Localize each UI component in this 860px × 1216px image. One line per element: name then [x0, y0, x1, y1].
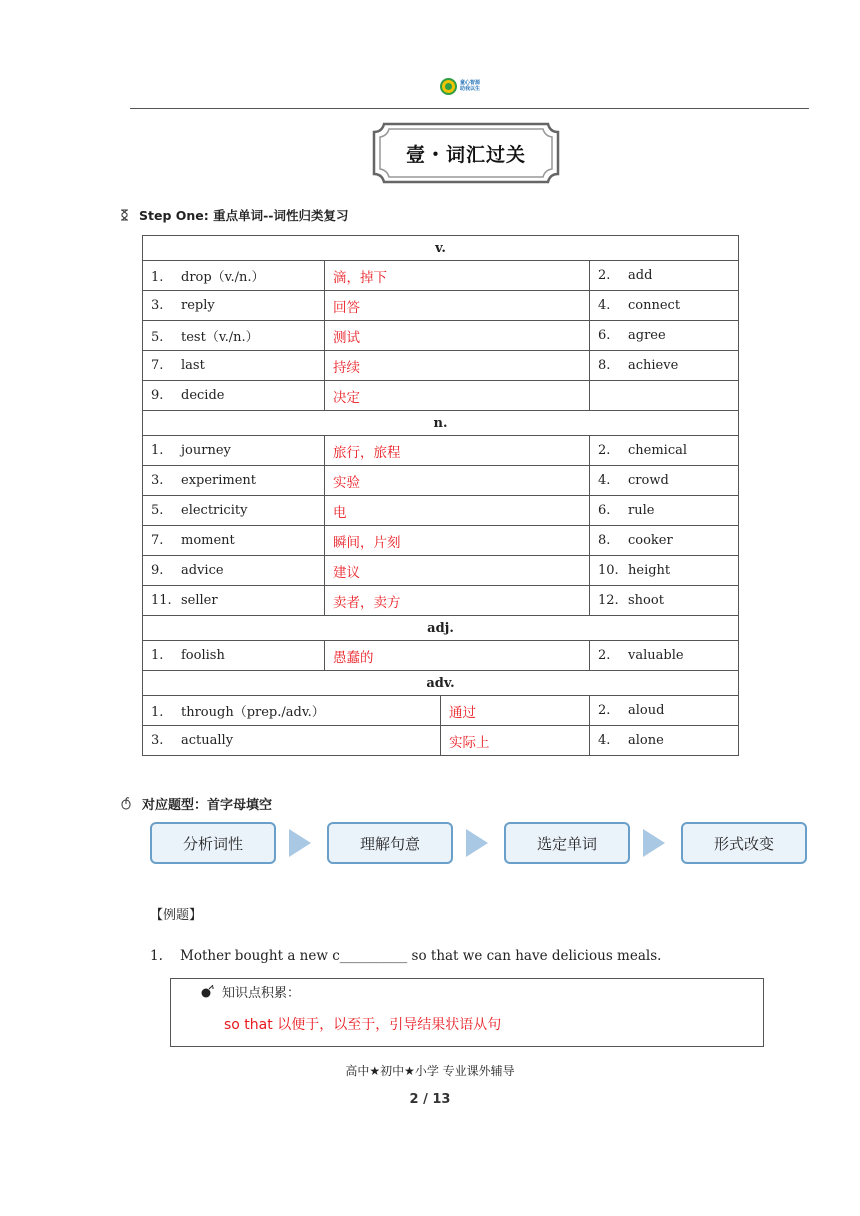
- word-cell: [143, 321, 325, 351]
- meaning-cell: 电: [325, 496, 590, 526]
- meaning-cell: 滴，掉下: [325, 261, 590, 291]
- meaning-cell: 决定: [325, 381, 590, 411]
- english-word: alone: [628, 733, 664, 748]
- word-cell: [590, 381, 739, 411]
- hourglass-icon: [120, 209, 129, 221]
- item-number: 4.: [598, 733, 611, 748]
- knowledge-note-title: [200, 982, 300, 1001]
- flow-step-3: 选定单词: [504, 822, 630, 864]
- footer-text: 高中★初中★小学 专业课外辅导: [345, 1064, 515, 1078]
- word-cell: [590, 466, 739, 496]
- meaning-cell: 卖者，卖方: [325, 586, 590, 616]
- table-row: [143, 291, 739, 321]
- item-number: 9.: [151, 563, 164, 578]
- section-heading-row: [143, 411, 739, 436]
- meaning-cell: 瞬间，片刻: [325, 526, 590, 556]
- english-word: moment: [181, 533, 235, 548]
- english-word: rule: [628, 503, 655, 518]
- english-word: seller: [181, 593, 218, 608]
- word-cell: [590, 696, 739, 726]
- table-row: [143, 641, 739, 671]
- table-row: [143, 466, 739, 496]
- word-cell: [143, 381, 325, 411]
- meaning-cell: 通过: [441, 696, 590, 726]
- part-of-speech-heading: adv.: [143, 671, 739, 696]
- english-word: advice: [181, 563, 224, 578]
- item-number: 5.: [151, 503, 164, 518]
- english-word: shoot: [628, 593, 664, 608]
- word-cell: [590, 436, 739, 466]
- section-heading-row: [143, 236, 739, 261]
- word-cell: [590, 586, 739, 616]
- table-row: [143, 261, 739, 291]
- meaning-cell: 回答: [325, 291, 590, 321]
- item-number: 9.: [151, 388, 164, 403]
- item-number: 5.: [151, 330, 164, 345]
- section-heading-row: [143, 616, 739, 641]
- meaning-cell: 旅行，旅程: [325, 436, 590, 466]
- flow-step-2: 理解句意: [327, 822, 453, 864]
- word-cell: [143, 466, 325, 496]
- meaning-cell: 实际上: [441, 726, 590, 756]
- item-number: 2.: [598, 648, 611, 663]
- knowledge-note-title-text: 知识点积累：: [222, 986, 301, 1001]
- english-word: actually: [181, 733, 234, 748]
- item-number: 2.: [598, 703, 611, 718]
- word-cell: [590, 556, 739, 586]
- english-word: electricity: [181, 503, 248, 518]
- item-number: 8.: [598, 533, 611, 548]
- word-cell: [590, 526, 739, 556]
- brand-logo: [440, 76, 502, 96]
- meaning-cell: 实验: [325, 466, 590, 496]
- item-number: 1.: [151, 648, 164, 663]
- english-word: foolish: [181, 648, 225, 663]
- question-number: 1.: [150, 948, 163, 964]
- bomb-icon: [200, 985, 216, 998]
- section-heading-row: [143, 671, 739, 696]
- english-word: connect: [628, 298, 681, 313]
- english-word: decide: [181, 388, 225, 403]
- english-word: crowd: [628, 473, 669, 488]
- word-cell: [143, 696, 441, 726]
- flow-step-1: 分析词性: [150, 822, 276, 864]
- header-divider: [130, 108, 809, 109]
- example-label: 【例题】: [150, 908, 203, 923]
- step-one-label: Step One: 重点单词--词性归类复习: [139, 208, 349, 223]
- english-word: add: [628, 268, 653, 283]
- part-of-speech-heading: n.: [143, 411, 739, 436]
- part-of-speech-heading: adj.: [143, 616, 739, 641]
- word-cell: [143, 436, 325, 466]
- question-type-heading: [120, 794, 272, 813]
- part-of-speech-heading: v.: [143, 236, 739, 261]
- word-cell: [143, 526, 325, 556]
- english-word: agree: [628, 328, 666, 343]
- item-number: 4.: [598, 473, 611, 488]
- table-row: [143, 321, 739, 351]
- item-number: 6.: [598, 503, 611, 518]
- english-word: journey: [181, 443, 231, 458]
- meaning-cell: 持续: [325, 351, 590, 381]
- item-number: 1.: [151, 705, 164, 720]
- word-cell: [590, 726, 739, 756]
- table-row: [143, 696, 739, 726]
- english-word: achieve: [628, 358, 679, 373]
- english-word: reply: [181, 298, 215, 313]
- english-word: height: [628, 563, 671, 578]
- item-number: 10.: [598, 563, 619, 578]
- item-number: 2.: [598, 268, 611, 283]
- mouse-icon: [120, 797, 132, 810]
- word-cell: [143, 261, 325, 291]
- example-question-1: [150, 948, 661, 964]
- logo-text-line-2: 助我以生: [460, 86, 481, 92]
- knowledge-note-text: so that 以便于，以至于，引导结果状语从句: [224, 1017, 502, 1033]
- item-number: 8.: [598, 358, 611, 373]
- flow-step-4: 形式改变: [681, 822, 807, 864]
- item-number: 2.: [598, 443, 611, 458]
- item-number: 3.: [151, 473, 164, 488]
- question-text: Mother bought a new c__________ so that we can have delicious meals.: [180, 948, 662, 964]
- english-word: chemical: [628, 443, 688, 458]
- word-cell: [590, 321, 739, 351]
- item-number: 7.: [151, 358, 164, 373]
- vocabulary-table-body: [143, 236, 739, 756]
- table-row: [143, 726, 739, 756]
- item-number: 1.: [151, 443, 164, 458]
- meaning-cell: 愚蠢的: [325, 641, 590, 671]
- vocabulary-table: [142, 235, 739, 756]
- meaning-cell: 测试: [325, 321, 590, 351]
- logo-text-line-1: 童心智源: [460, 80, 481, 86]
- word-cell: [590, 261, 739, 291]
- english-word: drop（v./n.）: [181, 270, 265, 285]
- word-cell: [590, 641, 739, 671]
- meaning-cell: 建议: [325, 556, 590, 586]
- english-word: through（prep./adv.）: [181, 705, 325, 720]
- item-number: 1.: [151, 270, 164, 285]
- table-row: [143, 526, 739, 556]
- word-cell: [143, 726, 441, 756]
- word-cell: [143, 351, 325, 381]
- logo-emblem-icon: [440, 78, 457, 95]
- logo-text: [460, 80, 480, 92]
- item-number: 11.: [151, 593, 172, 608]
- word-cell: [143, 496, 325, 526]
- table-row: [143, 496, 739, 526]
- item-number: 4.: [598, 298, 611, 313]
- word-cell: [590, 351, 739, 381]
- word-cell: [143, 586, 325, 616]
- word-cell: [590, 496, 739, 526]
- item-number: 12.: [598, 593, 619, 608]
- item-number: 7.: [151, 533, 164, 548]
- word-cell: [143, 556, 325, 586]
- table-row: [143, 436, 739, 466]
- table-row: [143, 586, 739, 616]
- page-number: 2 / 13: [409, 1092, 451, 1107]
- english-word: cooker: [628, 533, 673, 548]
- table-row: [143, 351, 739, 381]
- item-number: 3.: [151, 298, 164, 313]
- table-row: [143, 556, 739, 586]
- step-one-heading: [120, 206, 349, 224]
- word-cell: [143, 291, 325, 321]
- word-cell: [143, 641, 325, 671]
- question-type-label: 对应题型：首字母填空: [142, 798, 273, 813]
- section-title: 壹・词汇过关: [405, 143, 526, 166]
- word-cell: [590, 291, 739, 321]
- english-word: test（v./n.）: [181, 330, 259, 345]
- table-row: [143, 381, 739, 411]
- item-number: 3.: [151, 733, 164, 748]
- english-word: experiment: [181, 473, 257, 488]
- english-word: aloud: [628, 703, 665, 718]
- english-word: valuable: [628, 648, 684, 663]
- english-word: last: [181, 358, 205, 373]
- item-number: 6.: [598, 328, 611, 343]
